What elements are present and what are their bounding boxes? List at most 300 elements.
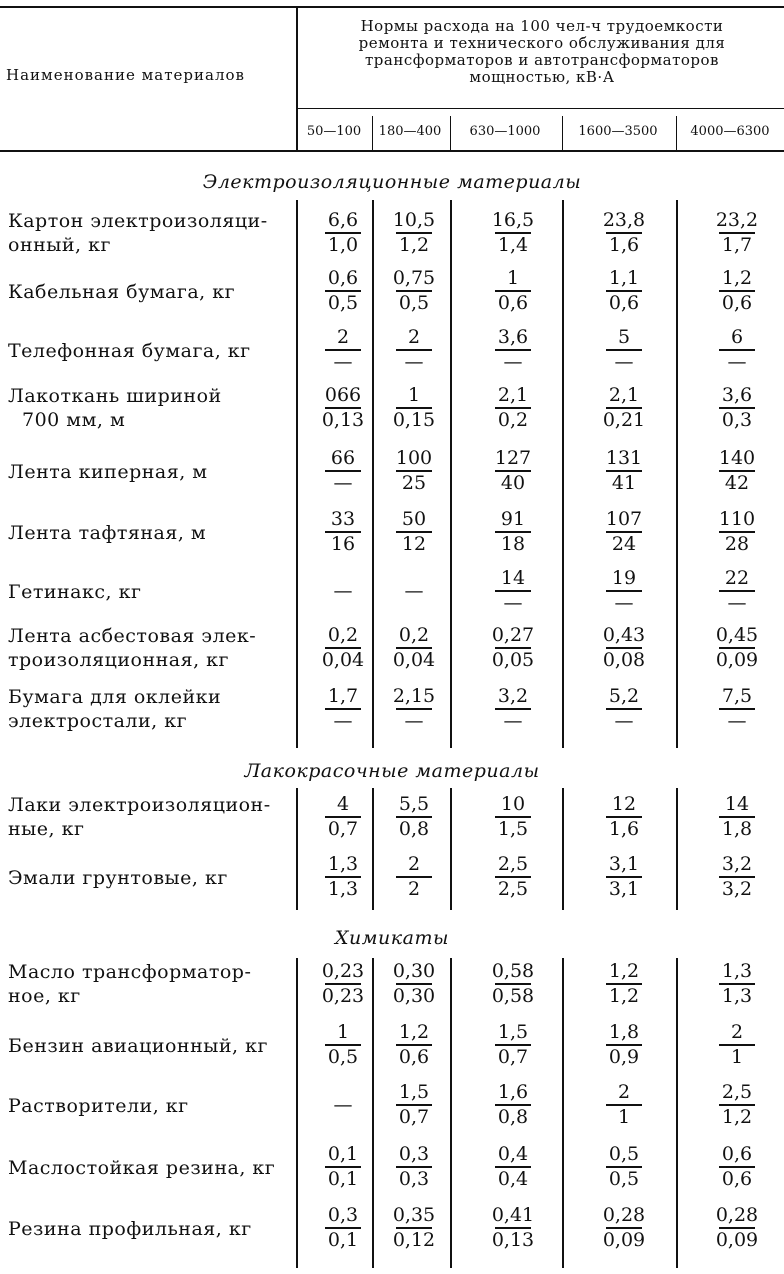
value-fraction <box>584 567 664 615</box>
value-fraction <box>584 447 664 495</box>
section-title: Химикаты <box>335 927 449 949</box>
value-denominator: — <box>727 710 747 732</box>
value-denominator: 0,5 <box>608 1168 640 1190</box>
material-name-line: Лента асбестовая элек- <box>8 625 257 647</box>
value-numerator: 0,35 <box>392 1204 436 1226</box>
material-name-line: троизоляционная, кг <box>8 649 230 671</box>
power-column-header: 50—100 <box>306 124 362 139</box>
value-numerator: 0,45 <box>715 624 759 646</box>
material-name <box>8 460 208 484</box>
value-denominator: 1,4 <box>497 234 529 256</box>
value-fraction <box>374 853 454 901</box>
value-fraction <box>584 209 664 257</box>
value-denominator: 0,8 <box>398 818 430 840</box>
value-denominator: — <box>503 351 523 373</box>
value-fraction <box>584 1204 664 1252</box>
value-denominator: 0,09 <box>715 649 759 671</box>
value-fraction <box>584 1021 664 1069</box>
value-numerator: 3,6 <box>721 384 753 406</box>
value-fraction <box>473 1081 553 1129</box>
value-numerator: 1,8 <box>608 1021 640 1043</box>
value-denominator: 16 <box>330 533 356 555</box>
value-denominator: 0,08 <box>602 649 646 671</box>
name-column-header: Наименование материалов <box>6 66 245 84</box>
material-name <box>8 960 251 1008</box>
header-column-separator <box>296 6 298 150</box>
value-fraction <box>303 267 383 315</box>
value-fraction <box>697 447 777 495</box>
material-name <box>8 793 271 841</box>
material-name <box>8 384 222 432</box>
value-cell-dash <box>374 580 454 603</box>
norms-title-line: ремонта и технического обслуживания для <box>358 34 726 52</box>
value-fraction <box>303 960 383 1008</box>
material-name <box>8 1156 275 1180</box>
value-denominator: — <box>333 710 353 732</box>
material-name <box>8 1034 268 1058</box>
value-denominator: 1,5 <box>497 818 529 840</box>
value-numerator: 0,28 <box>602 1204 646 1226</box>
value-numerator: 2,1 <box>608 384 640 406</box>
value-fraction <box>473 685 553 733</box>
value-numerator: 2 <box>407 326 421 348</box>
value-fraction <box>584 1143 664 1191</box>
value-fraction <box>473 209 553 257</box>
power-column-header: 630—1000 <box>469 124 541 139</box>
material-name <box>8 685 221 733</box>
table-top-rule <box>0 6 784 8</box>
value-fraction <box>303 685 383 733</box>
value-denominator: 1,2 <box>398 234 430 256</box>
value-fraction <box>584 267 664 315</box>
value-numerator: 3,6 <box>497 326 529 348</box>
column-separator <box>676 958 678 1268</box>
value-numerator: 0,27 <box>491 624 535 646</box>
material-name-line: ные, кг <box>8 818 85 840</box>
header-column-separator <box>676 116 677 150</box>
material-name-line: Растворители, кг <box>8 1095 189 1117</box>
value-numerator: 1,3 <box>721 960 753 982</box>
value-denominator: 0,04 <box>392 649 436 671</box>
header-column-separator <box>450 116 451 150</box>
value-fraction <box>473 508 553 556</box>
value-numerator: 1,5 <box>398 1081 430 1103</box>
value-denominator: — <box>333 472 353 494</box>
column-separator <box>676 200 678 748</box>
material-name <box>8 1094 189 1118</box>
value-numerator: 1,2 <box>398 1021 430 1043</box>
value-fraction <box>697 853 777 901</box>
value-numerator: 5,2 <box>608 685 640 707</box>
power-column-header: 180—400 <box>378 124 442 139</box>
value-denominator: 1,0 <box>327 234 359 256</box>
value-numerator: 14 <box>724 793 750 815</box>
value-denominator: 1,6 <box>608 234 640 256</box>
value-fraction <box>374 267 454 315</box>
value-fraction <box>697 960 777 1008</box>
value-numerator: 066 <box>324 384 362 406</box>
value-numerator: 1 <box>336 1021 350 1043</box>
section-title: Лакокрасочные материалы <box>244 760 540 782</box>
value-denominator: — <box>503 592 523 614</box>
value-numerator: 14 <box>500 567 526 589</box>
value-fraction <box>374 1143 454 1191</box>
value-numerator: 2,5 <box>721 1081 753 1103</box>
value-numerator: 2,15 <box>392 685 436 707</box>
value-fraction <box>303 209 383 257</box>
value-fraction <box>374 960 454 1008</box>
value-fraction <box>303 624 383 672</box>
value-denominator: 0,3 <box>398 1168 430 1190</box>
value-numerator: 0,3 <box>327 1204 359 1226</box>
value-denominator: 0,7 <box>398 1106 430 1128</box>
value-fraction <box>584 793 664 841</box>
value-fraction <box>374 1081 454 1129</box>
value-denominator: 0,5 <box>327 292 359 314</box>
value-fraction <box>303 1204 383 1252</box>
material-name-line: Гетинакс, кг <box>8 581 142 603</box>
value-fraction <box>374 326 454 374</box>
value-denominator: 1 <box>730 1046 744 1068</box>
value-fraction <box>374 685 454 733</box>
value-numerator: 1 <box>407 384 421 406</box>
material-name-line: Лента тафтяная, м <box>8 522 207 544</box>
value-denominator: 3,2 <box>721 878 753 900</box>
material-name-line: Бумага для оклейки <box>8 686 222 708</box>
value-fraction <box>697 685 777 733</box>
value-fraction <box>584 508 664 556</box>
value-numerator: 19 <box>611 567 637 589</box>
value-numerator: 1,1 <box>608 267 640 289</box>
value-fraction <box>303 508 383 556</box>
value-fraction <box>473 1204 553 1252</box>
value-denominator: 0,8 <box>497 1106 529 1128</box>
value-denominator: 0,6 <box>721 292 753 314</box>
value-numerator: 1,3 <box>327 853 359 875</box>
material-name <box>8 624 256 672</box>
value-fraction <box>303 1143 383 1191</box>
value-denominator: — <box>614 351 634 373</box>
value-denominator: 0,1 <box>327 1168 359 1190</box>
material-name-line: Картон электроизоляци- <box>8 210 268 232</box>
material-name-line: Лаки электроизоляцион- <box>8 794 271 816</box>
value-denominator: 0,15 <box>392 409 436 431</box>
value-fraction <box>303 447 383 495</box>
value-fraction <box>374 1021 454 1069</box>
material-name <box>8 339 251 363</box>
value-denominator: 0,9 <box>608 1046 640 1068</box>
value-fraction <box>697 267 777 315</box>
value-fraction <box>473 447 553 495</box>
value-denominator: 1,2 <box>608 985 640 1007</box>
header-bottom-rule <box>0 150 784 152</box>
value-fraction <box>584 1081 664 1129</box>
section-title: Электроизоляционные материалы <box>202 171 582 193</box>
value-numerator: 91 <box>500 508 526 530</box>
material-name-line: Резина профильная, кг <box>8 1218 252 1240</box>
value-fraction <box>303 853 383 901</box>
value-fraction <box>473 567 553 615</box>
value-fraction <box>473 1143 553 1191</box>
value-denominator: 1,3 <box>327 878 359 900</box>
value-numerator: 0,43 <box>602 624 646 646</box>
value-numerator: 33 <box>330 508 356 530</box>
value-dash: — <box>333 1094 353 1116</box>
value-numerator: 1,5 <box>497 1021 529 1043</box>
value-denominator: 1 <box>617 1106 631 1128</box>
value-fraction <box>473 384 553 432</box>
column-separator <box>562 958 564 1268</box>
value-denominator: 12 <box>401 533 427 555</box>
value-denominator: 24 <box>611 533 637 555</box>
header-column-separator <box>562 116 563 150</box>
value-denominator: 1,2 <box>721 1106 753 1128</box>
norms-column-header <box>302 18 782 86</box>
value-numerator: 66 <box>330 447 356 469</box>
value-numerator: 50 <box>401 508 427 530</box>
material-name-line: Маслостойкая резина, кг <box>8 1157 276 1179</box>
value-fraction <box>697 326 777 374</box>
value-numerator: 1,7 <box>327 685 359 707</box>
value-denominator: — <box>727 351 747 373</box>
value-denominator: 1,3 <box>721 985 753 1007</box>
value-fraction <box>697 1081 777 1129</box>
value-fraction <box>697 209 777 257</box>
value-fraction <box>374 209 454 257</box>
value-numerator: 10,5 <box>392 209 436 231</box>
material-name <box>8 1217 252 1241</box>
value-numerator: 7,5 <box>721 685 753 707</box>
value-numerator: 100 <box>395 447 433 469</box>
value-numerator: 2,5 <box>497 853 529 875</box>
value-fraction <box>584 624 664 672</box>
value-numerator: 2 <box>730 1021 744 1043</box>
value-denominator: 40 <box>500 472 526 494</box>
value-cell-dash <box>303 1094 383 1117</box>
power-column-header: 1600—3500 <box>578 124 658 139</box>
value-denominator: 0,2 <box>497 409 529 431</box>
material-name <box>8 521 206 545</box>
value-denominator: — <box>614 592 634 614</box>
value-denominator: 2 <box>407 878 421 900</box>
value-numerator: 0,28 <box>715 1204 759 1226</box>
value-numerator: 6 <box>730 326 744 348</box>
value-fraction <box>374 1204 454 1252</box>
value-fraction <box>303 326 383 374</box>
material-name-line: онный, кг <box>8 234 111 256</box>
value-numerator: 140 <box>718 447 756 469</box>
column-separator <box>562 200 564 748</box>
material-name-line: Масло трансформатор- <box>8 961 252 983</box>
header-column-separator <box>372 116 373 150</box>
value-numerator: 0,41 <box>491 1204 535 1226</box>
value-denominator: 2,5 <box>497 878 529 900</box>
value-numerator: 12 <box>611 793 637 815</box>
value-denominator: 42 <box>724 472 750 494</box>
value-fraction <box>697 1204 777 1252</box>
value-denominator: 0,6 <box>608 292 640 314</box>
value-numerator: 3,1 <box>608 853 640 875</box>
value-fraction <box>374 447 454 495</box>
value-numerator: 131 <box>605 447 643 469</box>
value-fraction <box>697 508 777 556</box>
value-fraction <box>697 624 777 672</box>
value-numerator: 0,2 <box>327 624 359 646</box>
value-denominator: 0,1 <box>327 1229 359 1251</box>
value-numerator: 1,2 <box>721 267 753 289</box>
value-fraction <box>303 793 383 841</box>
material-name <box>8 280 235 304</box>
value-fraction <box>303 1021 383 1069</box>
value-numerator: 10 <box>500 793 526 815</box>
value-numerator: 22 <box>724 567 750 589</box>
value-denominator: 0,21 <box>602 409 646 431</box>
value-denominator: 0,7 <box>497 1046 529 1068</box>
value-denominator: 0,30 <box>392 985 436 1007</box>
value-denominator: — <box>333 351 353 373</box>
column-separator <box>296 200 298 748</box>
value-fraction <box>374 624 454 672</box>
header-divider <box>296 108 784 109</box>
value-numerator: 1,6 <box>497 1081 529 1103</box>
value-numerator: 127 <box>494 447 532 469</box>
value-fraction <box>697 384 777 432</box>
value-fraction <box>584 685 664 733</box>
value-numerator: 6,6 <box>327 209 359 231</box>
value-denominator: 0,6 <box>721 1168 753 1190</box>
value-numerator: 3,2 <box>721 853 753 875</box>
value-numerator: 110 <box>718 508 756 530</box>
norms-title-line: Нормы расхода на 100 чел-ч трудоемкости <box>360 17 724 35</box>
value-denominator: 28 <box>724 533 750 555</box>
column-separator <box>296 958 298 1268</box>
value-denominator: — <box>503 710 523 732</box>
value-numerator: 23,2 <box>715 209 759 231</box>
power-column-header: 4000—6300 <box>690 124 770 139</box>
value-denominator: 41 <box>611 472 637 494</box>
value-denominator: 0,13 <box>321 409 365 431</box>
value-denominator: 0,23 <box>321 985 365 1007</box>
material-name <box>8 580 141 604</box>
value-numerator: 0,30 <box>392 960 436 982</box>
value-denominator: 0,05 <box>491 649 535 671</box>
value-numerator: 23,8 <box>602 209 646 231</box>
value-numerator: 3,2 <box>497 685 529 707</box>
value-fraction <box>374 793 454 841</box>
value-denominator: — <box>614 710 634 732</box>
value-numerator: 2 <box>617 1081 631 1103</box>
value-denominator: 25 <box>401 472 427 494</box>
value-fraction <box>584 960 664 1008</box>
value-denominator: 1,6 <box>608 818 640 840</box>
value-denominator: — <box>404 710 424 732</box>
value-dash: — <box>333 580 353 602</box>
value-denominator: 0,09 <box>602 1229 646 1251</box>
value-denominator: 0,04 <box>321 649 365 671</box>
value-fraction <box>697 567 777 615</box>
value-numerator: 0,3 <box>398 1143 430 1165</box>
value-denominator: 0,4 <box>497 1168 529 1190</box>
value-denominator: — <box>727 592 747 614</box>
material-name-line: ное, кг <box>8 985 81 1007</box>
value-numerator: 5 <box>617 326 631 348</box>
value-fraction <box>303 384 383 432</box>
value-denominator: 0,5 <box>398 292 430 314</box>
value-fraction <box>473 624 553 672</box>
value-fraction <box>473 960 553 1008</box>
value-numerator: 0,1 <box>327 1143 359 1165</box>
value-denominator: 0,5 <box>327 1046 359 1068</box>
value-fraction <box>473 853 553 901</box>
value-numerator: 0,4 <box>497 1143 529 1165</box>
value-cell-dash <box>303 580 383 603</box>
value-fraction <box>697 1021 777 1069</box>
value-fraction <box>374 384 454 432</box>
value-numerator: 0,58 <box>491 960 535 982</box>
material-name <box>8 866 228 890</box>
value-numerator: 1 <box>506 267 520 289</box>
value-denominator: 3,1 <box>608 878 640 900</box>
value-denominator: 0,7 <box>327 818 359 840</box>
value-fraction <box>374 508 454 556</box>
value-fraction <box>473 793 553 841</box>
value-denominator: 0,13 <box>491 1229 535 1251</box>
value-numerator: 16,5 <box>491 209 535 231</box>
value-denominator: 0,6 <box>398 1046 430 1068</box>
value-denominator: 0,3 <box>721 409 753 431</box>
material-name <box>8 209 268 257</box>
value-fraction <box>697 1143 777 1191</box>
column-separator <box>562 788 564 910</box>
value-fraction <box>473 267 553 315</box>
norms-title-line: мощностью, кВ·А <box>469 68 615 86</box>
norms-title-line: трансформаторов и автотрансформаторов <box>364 51 719 69</box>
material-name-line: Эмали грунтовые, кг <box>8 867 228 889</box>
material-name-line: Бензин авиационный, кг <box>8 1035 268 1057</box>
value-numerator: 0,75 <box>392 267 436 289</box>
value-denominator: 0,09 <box>715 1229 759 1251</box>
value-denominator: 0,58 <box>491 985 535 1007</box>
value-numerator: 107 <box>605 508 643 530</box>
value-denominator: 1,8 <box>721 818 753 840</box>
value-fraction <box>584 326 664 374</box>
material-name-line: Лакоткань шириной <box>8 385 222 407</box>
value-fraction <box>584 384 664 432</box>
value-numerator: 0,6 <box>721 1143 753 1165</box>
value-denominator: 0,12 <box>392 1229 436 1251</box>
value-numerator: 2 <box>407 853 421 875</box>
value-denominator: — <box>404 351 424 373</box>
value-dash: — <box>404 580 424 602</box>
value-numerator: 0,6 <box>327 267 359 289</box>
value-numerator: 0,23 <box>321 960 365 982</box>
value-numerator: 2 <box>336 326 350 348</box>
column-separator <box>676 788 678 910</box>
value-numerator: 0,5 <box>608 1143 640 1165</box>
value-denominator: 1,7 <box>721 234 753 256</box>
value-numerator: 0,2 <box>398 624 430 646</box>
value-fraction <box>473 1021 553 1069</box>
value-denominator: 18 <box>500 533 526 555</box>
value-fraction <box>697 793 777 841</box>
value-numerator: 2,1 <box>497 384 529 406</box>
value-numerator: 4 <box>336 793 350 815</box>
column-separator <box>296 788 298 910</box>
value-denominator: 0,6 <box>497 292 529 314</box>
value-fraction <box>473 326 553 374</box>
material-name-line: Телефонная бумага, кг <box>8 340 251 362</box>
material-name-line: 700 мм, м <box>22 409 126 431</box>
